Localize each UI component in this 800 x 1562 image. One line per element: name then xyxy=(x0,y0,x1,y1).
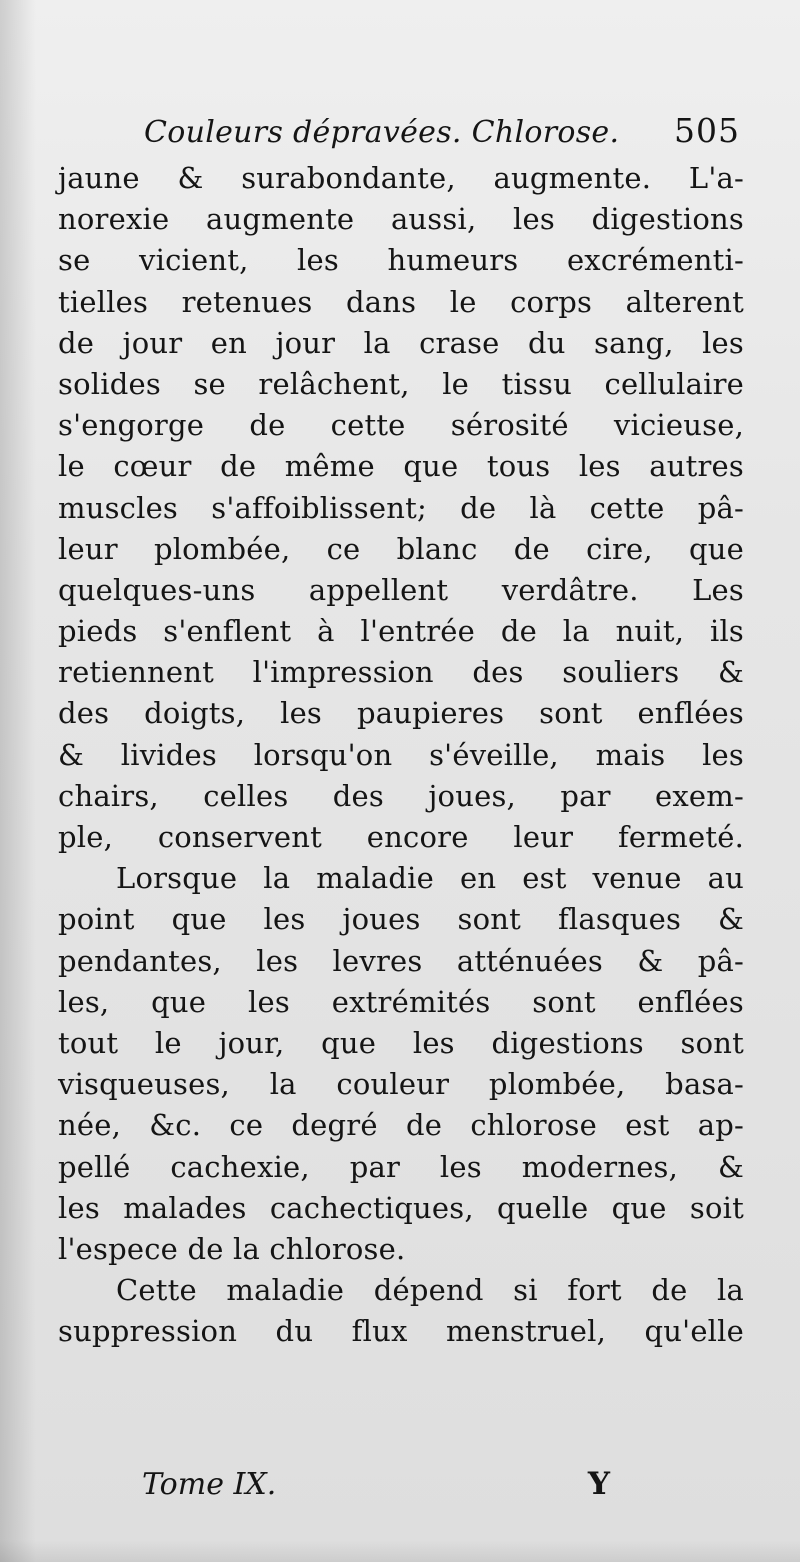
text-line: les, que les extrémités sont enflées xyxy=(58,984,744,1019)
text-line: quelques-uns appellent verdâtre. Les xyxy=(58,572,744,607)
page-gutter-shadow xyxy=(0,0,36,1562)
signature-mark: Y xyxy=(587,1466,610,1502)
volume-label: Tome IX. xyxy=(142,1467,277,1502)
text-line: se vicient, les humeurs excrémenti- xyxy=(58,243,744,278)
paragraph-end-line: l'espece de la chlorose. xyxy=(58,1231,406,1266)
text-line: point que les joues sont flasques & xyxy=(58,902,744,937)
page-bottom-shadow xyxy=(0,1540,800,1562)
body-text xyxy=(58,158,744,1352)
text-line: jaune & surabondante, augmente. L'a- xyxy=(58,161,744,195)
text-line: née, &c. ce degré de chlorose est ap- xyxy=(58,1108,744,1143)
page-header xyxy=(144,104,740,150)
text-line: le cœur de même que tous les autres xyxy=(58,449,744,484)
text-line: visqueuses, la couleur plombée, basa- xyxy=(58,1067,744,1102)
text-line: suppression du flux menstruel, qu'elle xyxy=(58,1314,744,1349)
text-line: chairs, celles des joues, par exem- xyxy=(58,778,744,813)
text-line: & livides lorsqu'on s'éveille, mais les xyxy=(58,737,744,772)
text-line: pellé cachexie, par les modernes, & xyxy=(58,1149,744,1184)
text-line: de jour en jour la crase du sang, les xyxy=(58,325,744,360)
page-footer xyxy=(142,1466,610,1502)
text-line: solides se relâchent, le tissu cellulaire xyxy=(58,366,744,401)
text-line: leur plombée, ce blanc de cire, que xyxy=(58,531,744,566)
text-line: retiennent l'impression des souliers & xyxy=(58,655,744,690)
running-head: Couleurs dépravées. Chlorose. xyxy=(144,115,620,150)
text-line: les malades cachectiques, quelle que soit xyxy=(58,1190,744,1225)
text-line: s'engorge de cette sérosité vicieuse, xyxy=(58,408,744,443)
text-line: tielles retenues dans le corps alterent xyxy=(58,284,744,319)
text-line: tout le jour, que les digestions sont xyxy=(58,1025,744,1060)
text-line: ple, conservent encore leur fermeté. xyxy=(58,820,744,854)
text-line: des doigts, les paupieres sont enflées xyxy=(58,696,744,731)
paragraph-start-line: Lorsque la maladie en est venue au xyxy=(116,861,744,896)
text-line: pieds s'enflent à l'entrée de la nuit, ils xyxy=(58,614,744,649)
page-number: 505 xyxy=(674,111,740,150)
text-line: muscles s'affoiblissent; de là cette pâ- xyxy=(58,490,744,525)
paragraph-start-line: Cette maladie dépend si fort de la xyxy=(116,1273,744,1308)
text-line: norexie augmente aussi, les digestions xyxy=(58,202,744,237)
text-line: pendantes, les levres atténuées & pâ- xyxy=(58,943,744,978)
